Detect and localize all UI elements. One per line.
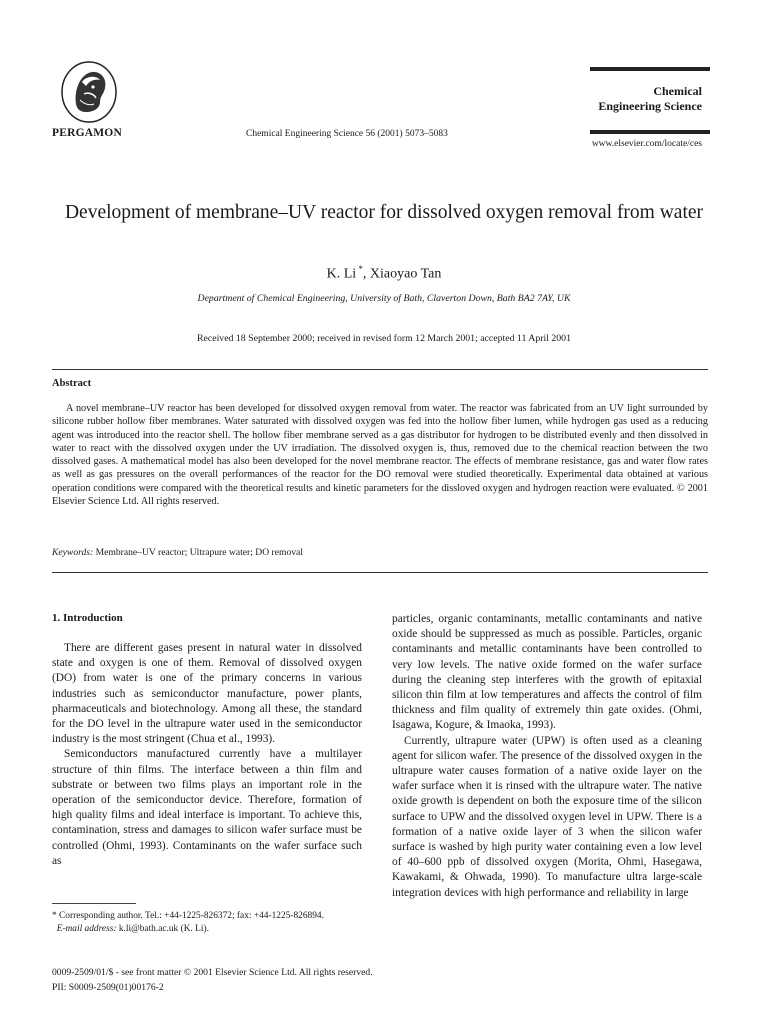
journal-name	[588, 84, 702, 114]
abstract-text: A novel membrane–UV reactor has been developed for dissolved oxygen removal from water. The reactor was fabricated from an UV light surrounded by silicone rubber hollow fiber membranes. Water saturated with dissolved oxygen was fed into the hollow fiber lumen, while hydrogen gas used as a reducing agent was introduced into the reactor shell. The hollow fiber membrane served as a gas distributor for hydrogen to be distributed evenly and then dissolved in water to react with the dissolved oxygen under the UV irradiation. The dissolved oxygen is, thus, removed due to the chemical reaction between the two dissolved gases. A mathematical model has also been developed for the novel membrane reactor. The effects of membrane resistance, gas and water flow rates as well as gas pressures on the overall performances of the reactor for the DO removal were studied theoretically. Experimental data obtained at various operation conditions were compared with the theoretical results and kinetic parameters for the dissloved oxygen and hydrogen reaction were evaluated. © 2001 Elsevier Science Ltd. All rights reserved.	[52, 403, 708, 508]
article-title: Development of membrane–UV reactor for dissolved oxygen removal from water	[64, 202, 704, 223]
journal-rule-bottom	[590, 130, 710, 134]
abstract-heading: Abstract	[52, 378, 92, 389]
email-address-link[interactable]: k.li@bath.ac.uk (K. Li).	[116, 923, 209, 934]
email-label: E-mail address:	[56, 923, 117, 934]
keywords-label: Keywords:	[52, 547, 94, 558]
section-heading-introduction: 1. Introduction	[52, 612, 123, 624]
received-dates: Received 18 September 2000; received in revised form 12 March 2001; accepted 11 April 2001	[197, 333, 571, 344]
author-list	[60, 264, 708, 283]
publisher-name: PERGAMON	[52, 127, 122, 139]
journal-citation: Chemical Engineering Science 56 (2001) 5073–5083	[246, 129, 448, 139]
left-paragraph-1: There are different gases present in natural water in dissolved state and oxygen is one of them. Removal of dissolved oxygen (DO) from water is one of the primary concerns in various industries such as semiconductor manufacture, power plants, pharmaceuticals and biotechnology. Among all these, the standard for the DO level in the ultrapure water used in the semiconductor industry is the most stringent (Chua et al., 1993).	[52, 642, 362, 746]
left-paragraph-2: Semiconductors manufactured currently have a multilayer structure of thin films. The interface between a thin film and substrate or between two films plays an important role in the operation of the semiconductor device. Therefore, formation of high quality films and ideal interface is important. To achieve this, contamination, stress and damages to silicon wafer surface must be controlled (Ohmi, 1993). Contaminants on the wafer surface such as	[52, 748, 362, 867]
right-paragraph-2: Currently, ultrapure water (UPW) is often used as a cleaning agent for silicon wafer. The presence of the dissolved oxygen in the ultrapure water causes formation of a native oxide layer on the wafer surface when it is rinsed with the ultrapure water. The native oxide growth is dependent on both the exposure time of the silicon surface to UPW and the dissolved oxygen level in UPW. There is a formation of a native oxide layer of 3 when the silicon wafer surface is washed by high purity water containing even a low level of 40–600 ppb of dissolved oxygen (Morita, Ohmi, Hasegawa, Kawakami, & Ohwada, 1990). To manufacture ultra large-scale integration devices with high performance and reliability in large	[392, 734, 702, 899]
corresponding-author-mark[interactable]: *	[358, 264, 363, 274]
journal-rule-top	[590, 67, 710, 71]
keywords	[52, 547, 708, 558]
publisher-logo-icon	[60, 60, 118, 124]
journal-name-line2: Engineering Science	[598, 99, 702, 113]
author-li: K. Li	[326, 266, 357, 282]
corresponding-author-note: * Corresponding author. Tel.: +44-1225-826372; fax: +44-1225-826894.	[52, 911, 324, 921]
divider-bottom	[52, 572, 708, 573]
journal-url-link[interactable]: www.elsevier.com/locate/ces	[591, 139, 702, 149]
front-matter-notice: 0009-2509/01/$ - see front matter © 2001 Elsevier Science Ltd. All rights reserved.	[52, 967, 373, 978]
right-column	[392, 612, 702, 901]
keywords-value: Membrane–UV reactor; Ultrapure water; DO removal	[93, 547, 303, 558]
email-line	[52, 923, 364, 936]
affiliation: Department of Chemical Engineering, University of Bath, Claverton Down, Bath BA2 7AY, UK	[197, 293, 571, 304]
author-tan: , Xiaoyao Tan	[362, 266, 442, 282]
right-paragraph-1: particles, organic contaminants, metallic contaminants and native oxide should be suppressed as much as possible. Particles, organic contaminants and metallic contaminants have been controlled to very low levels. The native oxide formed on the wafer surface during the cleaning step interferes with the growth of epitaxial silicon thin film at low temperatures and affects the control of film thickness and film quality of extremely thin gate oxides. (Ohmi, Isagawa, Kogure, & Imaoka, 1993).	[392, 613, 702, 732]
pii-identifier: PII: S0009-2509(01)00176-2	[52, 982, 164, 993]
footnote	[52, 910, 364, 935]
footnote-rule	[52, 903, 136, 904]
journal-name-line1: Chemical	[653, 84, 702, 98]
divider-top	[52, 369, 708, 370]
left-column	[52, 641, 362, 869]
